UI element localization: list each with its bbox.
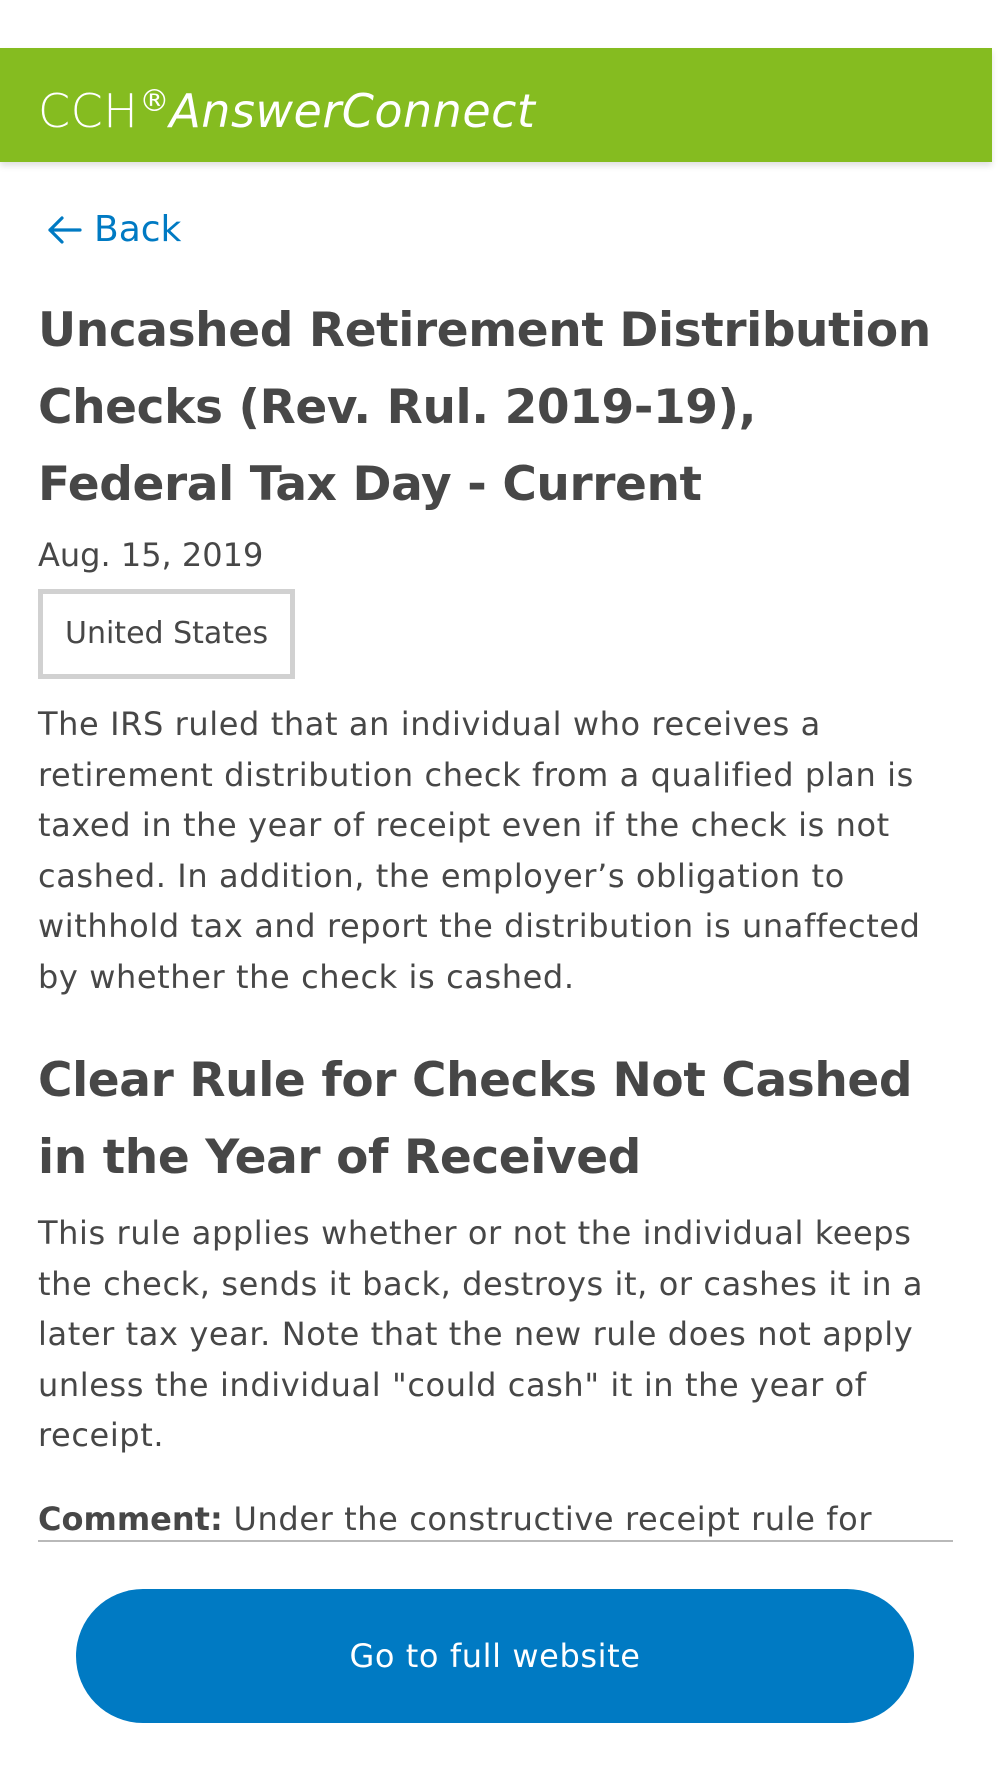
app-header: [0, 48, 992, 162]
section-body: This rule applies whether or not the individual keeps the check, sends it back, destroys it, or cashes it in a later tax year. Note that the new rule does not apply unless the individual "could cash" it in the year of receipt.: [38, 1214, 924, 1454]
article-date: Aug. 15, 2019: [38, 536, 264, 574]
article-summary: The IRS ruled that an individual who receives a retirement distribution check from a qualified plan is taxed in the year of receipt even if the check is not cashed. In addition, the employer’s obligation to withhold tax and report the distribution is unaffected by whether the check is cashed.: [38, 705, 921, 996]
comment-preview: [38, 1494, 953, 1542]
article-title: Uncashed Retirement Distribution Checks (Rev. Rul. 2019-19), Federal Tax Day - Current: [38, 303, 931, 512]
arrow-left-icon: [44, 210, 84, 250]
brand-registered-mark: ®: [139, 84, 170, 119]
full-website-button[interactable]: Go to full website: [76, 1589, 914, 1723]
comment-text: Under the constructive receipt rule for: [222, 1500, 873, 1538]
status-spacer: [0, 0, 1000, 48]
jurisdiction-tag: United States: [38, 589, 295, 679]
brand-product-name: AnswerConnect: [169, 84, 536, 138]
article-content: [38, 292, 958, 1461]
back-link[interactable]: [44, 204, 181, 256]
back-label: Back: [94, 209, 182, 250]
section-heading: Clear Rule for Checks Not Cashed in the Year of Received: [38, 1053, 913, 1185]
brand-prefix: CCH: [38, 84, 139, 138]
brand-logo[interactable]: [38, 74, 535, 139]
comment-label: Comment:: [38, 1500, 223, 1538]
